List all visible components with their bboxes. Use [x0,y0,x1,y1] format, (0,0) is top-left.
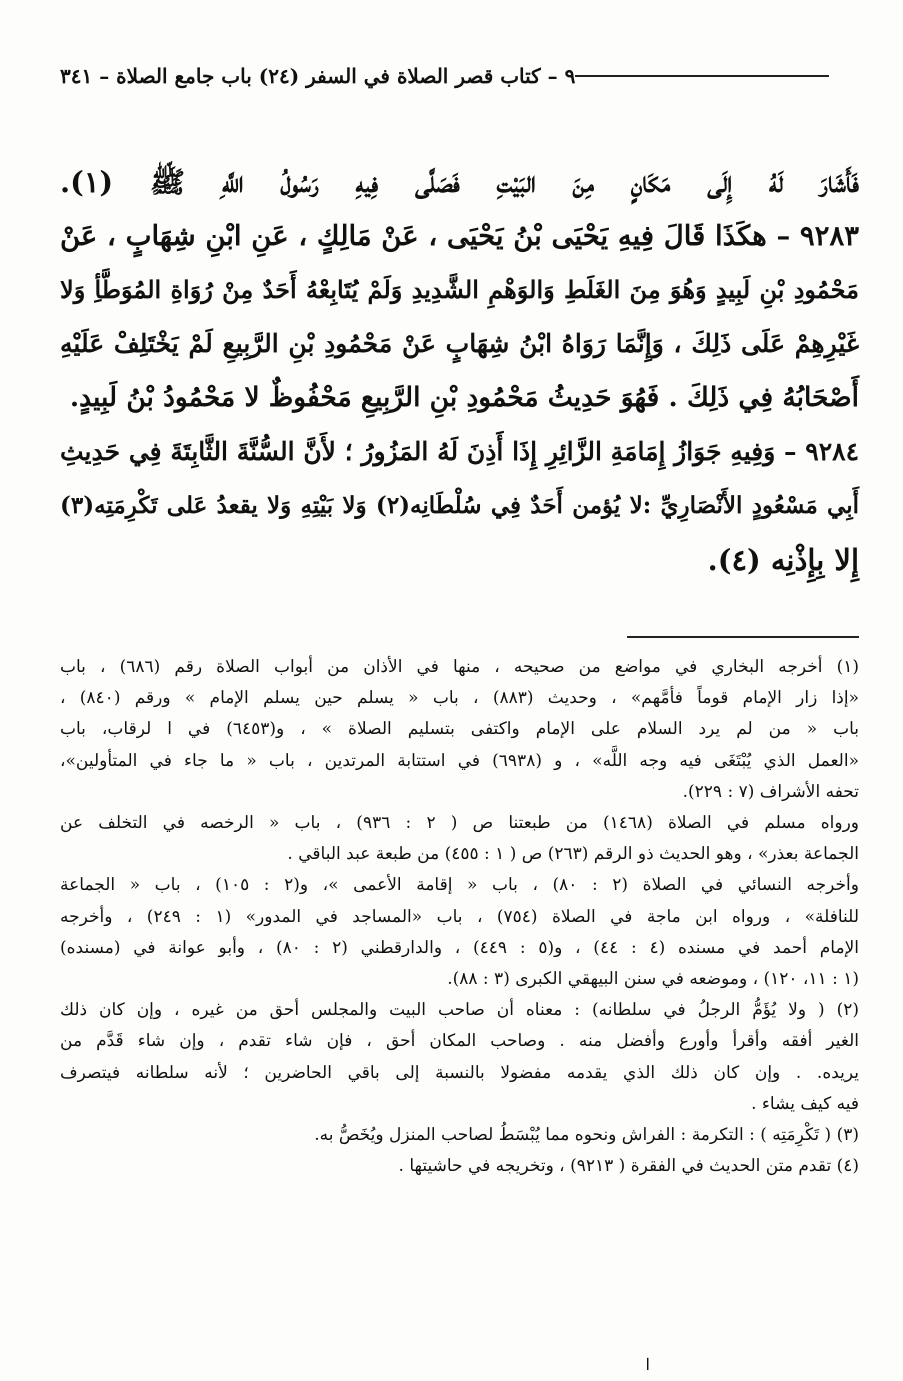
main-line: أَصْحَابُهُ فِي ذَلِكَ . فَهُوَ حَدِيثُ مَحْمُودِ بْنِ الرَّبِيعِ مَحْفُوظٌ لا مَحْمُودُ بْنُ لَبِيدٍ. [69,382,859,413]
footnote-line: «إذا زار الإمام قوماً فأمَّهم» ، وحديث (٨٨٣) ، باب « يسلم حين يسلم الإمام » ورقم (٨٤٠) ، [60,688,859,709]
main-line: ٩٢٨٤ – وَفِيهِ جَوَازُ إِمَامَةِ الزَّائِرِ إِذَا أَذِنَ لَهُ المَزُورُ ؛ لأَنَّ السُّنَّةَ الثَّابِتَةَ فِي حَدِيثِ [60,437,859,466]
main-text [60,155,859,587]
main-line: أَبِي مَسْعُودٍ الأَنْصَارِيِّ :لا يُؤمن أَحَدٌ فِي سُلْطَانِه(٢) وَلا بَيْتِهِ وَلا يقعدُ عَلى تَكْرِمَتِه(٣) [60,492,860,519]
header-title: ٩ – كتاب قصر الصلاة في السفر (٢٤) باب جامع الصلاة – ٣٤١ [60,64,576,88]
footnote-line: يريده. . وإن كان ذلك الذي يقدمه مفضولا بالنسبة إلى باقي الحاضرين ؛ لأنه سلطانه فيتصرف [60,1062,859,1083]
footnote-line: ورواه مسلم في الصلاة (١٤٦٨) من طبعتنا ص ( ٢ : ٩٣٦) ، باب « الرخصه في التخلف عن [60,813,859,834]
footnote-line: الغير أفقه وأقرأ وأورع وأفضل منه . وصاحب المكان أحق ، فإن شاء تقدم ، وإن شاء قَدَّم من [60,1031,859,1052]
header-rule [575,75,829,77]
main-line: فَأَشَارَ لَهُ إِلَى مَكَانٍ مِنَ البَيْتِ فَصَلَّى فِيهِ رَسُولُ اللَّهِ ﷺ (١). [60,165,859,199]
page-mark: ا [645,1355,650,1374]
footnote-line: (٢) ( ولا يُؤَمُّ الرجلُ في سلطانه) : معناه أن صاحب البيت والمجلس أحق من غيره ، وإن كان ذلك [60,1000,859,1021]
main-line: إِلا بِإِذْنِه (٤). [707,543,859,577]
footnote-line: باب « من لم يرد السلام على الإمام واكتفى بتسليم الصلاة » ، و(٦٤٥٣) في ا لرقاب، باب [60,719,859,740]
footnote-line: الإمام أحمد في مسنده (٤ : ٤٤) ، و(٥ : ٤٤٩) ، والدارقطني (٢ : ٨٠) ، وأبو عوانة في (مسنده) [60,937,859,958]
footnote-line: (١) أخرجه البخاري في مواضع من صحيحه ، منها في الأذان من أبواب الصلاة رقم (٦٨٦) ، باب [60,657,859,677]
main-line: مَحْمُودِ بْنِ لَبِيدٍ وَهُوَ مِنَ الغَلَطِ وَالوَهْمِ الشَّدِيدِ وَلَمْ يُتَابِعْهُ أَحَدٌ مِنْ رُوَاةِ المُوَطَّأِ وَلا [60,275,860,304]
running-header [60,58,851,94]
footnote-line: (٤) تقدم متن الحديث في الفقرة ( ٩٢١٣) ، وتخريجه في حاشيتها . [398,1156,859,1177]
footnote-separator [627,636,859,638]
footnote-line: (٣) ( تَكْرِمَتِه ) : التكرمة : الفراش ونحوه مما يُبْسَطُ لصاحب المنزل ويُخَصُّ به. [314,1125,859,1146]
footnotes [60,652,859,1182]
footnote-line: وأخرجه النسائي في الصلاة (٢ : ٨٠) ، باب « إقامة الأعمى »، و(٢ : ١٠٥) ، باب « الجماعة [60,875,859,896]
footnote-line: الجماعة بعذر» ، وهو الحديث ذو الرقم (٢٦٣) ص ( ١ : ٤٥٥) من طبعة عبد الباقي . [287,844,859,865]
footnote-line: «العمل الذي يُبْتَغَى فيه وجه اللَّه» ، و (٦٩٣٨) في استتابة المرتدين ، باب « ما جاء في المتأولين»، [60,750,859,771]
footnote-line: تحفه الأشراف (٧ : ٢٢٩). [682,781,859,802]
footnote-line: للنافلة» ، ورواه ابن ماجة في الصلاة (٧٥٤) ، باب «المساجد في المدور» (١ : ٢٤٩) ، وأخرجه [60,906,859,927]
footnote-line: (١ : ١١، ١٢٠) ، وموضعه في سنن البيهقي الكبرى (٣ : ٨٨). [447,969,859,990]
main-line: ٩٢٨٣ – هكَذَا قَالَ فِيهِ يَحْيَى بْنُ يَحْيَى ، عَنْ مَالِكٍ ، عَنِ ابْنِ شِهَابٍ ، عَنْ [60,220,859,252]
main-line: غَيْرِهِمْ عَلَى ذَلِكَ ، وَإِنَّمَا رَوَاهُ ابْنُ شِهَابٍ عَنْ مَحْمُودِ بْنِ الرَّبِيعِ لَمْ يَخْتَلِفْ عَلَيْهِ [60,329,859,358]
footnote-line: فيه كيف يشاء . [751,1093,859,1114]
